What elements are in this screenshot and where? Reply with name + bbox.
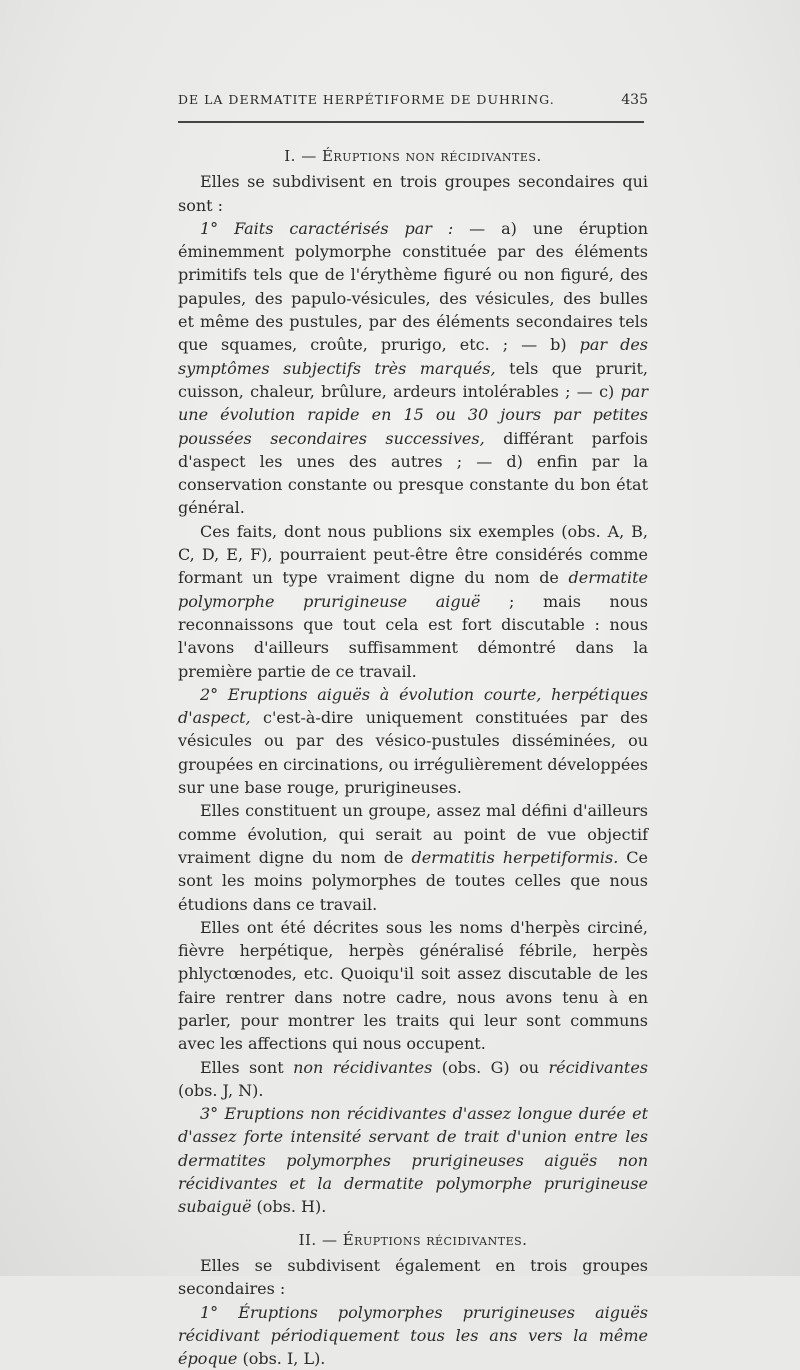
page-body: [178, 145, 648, 1370]
paragraph: Elles constituent un groupe, assez mal défini d'ailleurs comme évolution, qui serait au point de vue objectif vraiment digne du nom de dermatitis herpetiformis. Ce sont les moins polymorphes de toutes celles que nous étudions dans ce travail.: [178, 801, 649, 914]
paragraph: Ces faits, dont nous publions six exemples (obs. A, B, C, D, E, F), pourraient peut-être être considérés comme formant un type vraiment digne du nom de dermatite polymorphe prurigineuse aiguë ; mais nous reconnaissons que tout cela est fort discutable : nous l'avons d'ailleurs suffisamment démontré dans la première partie de ce travail.: [178, 521, 649, 681]
section-heading-1: I. — Éruptions non récidivantes.: [284, 147, 542, 165]
section-heading-2: II. — Éruptions récidivantes.: [298, 1230, 528, 1249]
paragraph: 1° Faits caractérisés par : — a) une éruption éminemment polymorphe constituée par des éléments primitifs tels que de l'érythème figuré ou non figuré, des papules, des papulo-vésicules, des vésicules, des bulles et même des pustules, par des éléments secondaires tels que squames, croûte, prurigo, etc. ; — b) par des symptômes subjectifs très marqués, tels que prurit, cuisson, chaleur, brûlure, ardeurs intolérables ; — c) par une évolution rapide en 15 ou 30 jours par petites poussées secondaires successives, différant parfois d'aspect les unes des autres ; — d) enfin par la conservation constante ou presque constante du bon état général.: [178, 218, 649, 518]
paragraph: Elles ont été décrites sous les noms d'herpès circiné, fièvre herpétique, herpès généralisé fébrile, herpès phlyctœnodes, etc. Quoiqu'il soit assez discutable de les faire rentrer dans notre cadre, nous avons tenu à en parler, pour montrer les traits qui leur sont communs avec les affections qui nous occupent.: [178, 917, 648, 1054]
paragraph: 1° Éruptions polymorphes prurigineuses aiguës récidivant périodiquement tous les ans vers la même époque (obs. I, L).: [178, 1302, 648, 1369]
paragraph: 2° Eruptions aiguës à évolution courte, herpétiques d'aspect, c'est-à-dire uniquement constituées par des vésicules ou par des vésico-pustules disséminées, ou groupées en circinations, ou irrégulièrement développées sur une base rouge, prurigineuses.: [178, 684, 649, 798]
paragraph: Elles sont non récidivantes (obs. G) ou récidivantes (obs. J, N).: [178, 1057, 648, 1100]
paragraph: Elles se subdivisent en trois groupes secondaires qui sont :: [178, 172, 648, 215]
running-header: [178, 92, 648, 108]
paragraph: 3° Eruptions non récidivantes d'assez longue durée et d'assez forte intensité servant de trait d'union entre les dermatites polymorphes prurigineuses aiguës non récidivantes et la dermatite polymorphe prurigineuse subaiguë (obs. H).: [178, 1104, 648, 1217]
running-title: DE LA DERMATITE HERPÉTIFORME DE DUHRING.: [178, 92, 555, 107]
paragraph: Elles se subdivisent également en trois groupes secondaires :: [178, 1255, 648, 1299]
header-rule: [178, 121, 644, 123]
page-number: 435: [621, 92, 648, 108]
